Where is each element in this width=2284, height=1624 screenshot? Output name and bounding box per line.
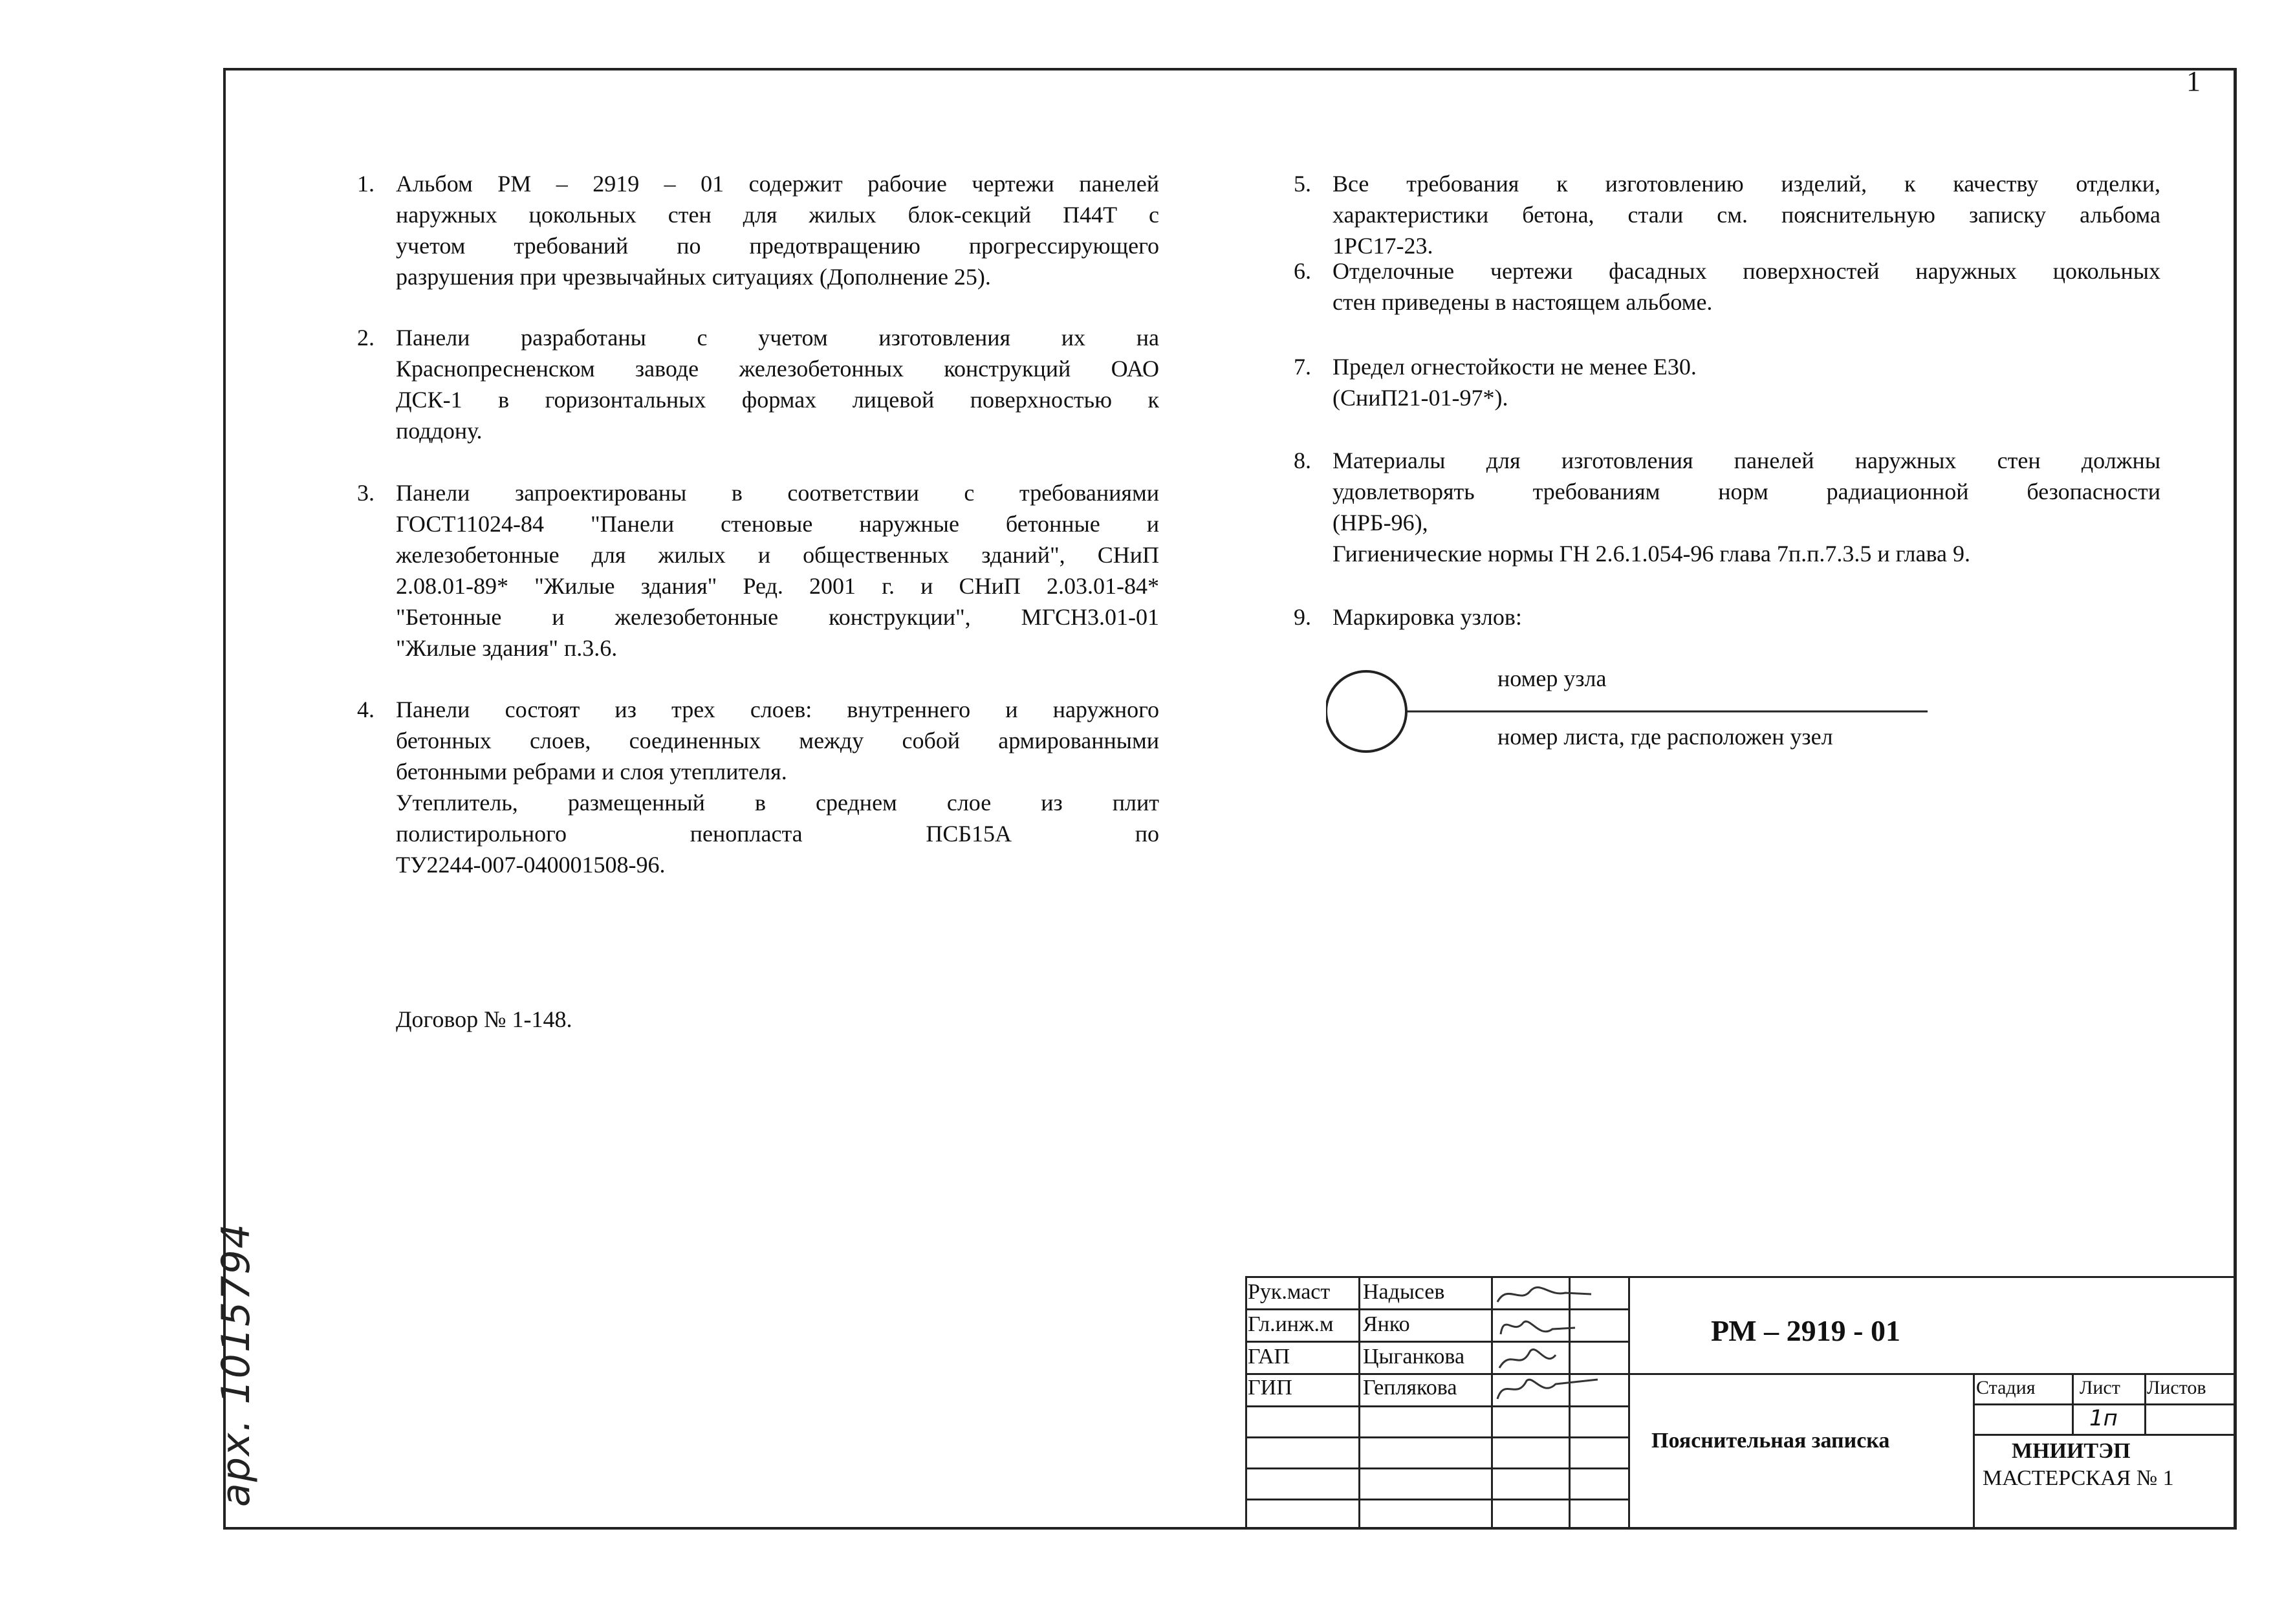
node-circle [1326,671,1406,752]
legend-node-number: номер узла [1497,666,1607,691]
contract-number: Договор № 1-148. [396,1006,572,1032]
archive-handwritten-note: арх. 1015794 [213,1222,259,1507]
staff-role-4: ГИП [1248,1376,1292,1400]
sheet-corner-number: 1 [2186,65,2201,97]
sheets-label: Листов [2147,1377,2206,1398]
title-block [1245,1276,2237,1530]
staff-role-1: Рук.маст [1248,1280,1331,1304]
sheet-label: Лист [2080,1377,2120,1398]
node-marking-symbol [1326,666,1934,770]
sheet-value: 1п [2089,1405,2118,1431]
document-code: РМ – 2919 - 01 [1711,1314,1900,1347]
staff-name-4: Геплякова [1363,1376,1457,1400]
signatures [1494,1277,1604,1407]
workshop-name: МАСТЕРСКАЯ № 1 [1983,1466,2174,1490]
staff-name-3: Цыганкова [1363,1345,1465,1369]
staff-name-1: Надысев [1363,1280,1445,1304]
organization-name: МНИИТЭП [2012,1439,2131,1463]
staff-name-2: Янко [1363,1312,1410,1336]
document-title: Пояснительная записка [1651,1429,1890,1453]
staff-role-3: ГАП [1248,1345,1290,1369]
stage-label: Стадия [1976,1377,2036,1398]
legend-sheet-number: номер листа, где расположен узел [1497,724,1833,750]
staff-role-2: Гл.инж.м [1248,1312,1334,1336]
